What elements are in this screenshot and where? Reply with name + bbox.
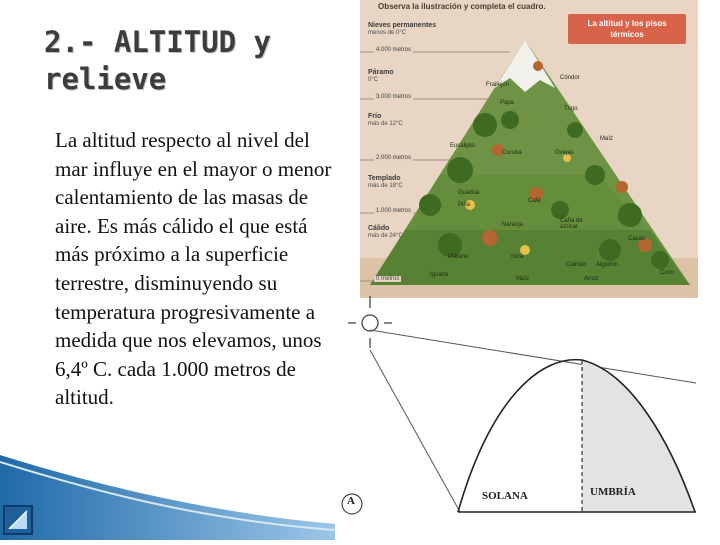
product-label: Maíz — [516, 276, 530, 282]
body-paragraph: La altitud respecto al nivel del mar influye en el mayor o menor calentamiento de las masas de aire. Es más cálido el que está más próximo a la superficie terrestre, disminuyendo su temperatura progresivamente a medida que nos elevamos, unos 6,4º C. cada 1.000 metros de altitud. — [55, 128, 332, 410]
product-label: Caña de azúcar — [560, 218, 583, 230]
product-label: Maíz — [600, 136, 614, 142]
slide-title — [44, 24, 344, 98]
altitude-2000: 2.000 metros — [376, 155, 412, 161]
product-label: Caimán — [566, 262, 587, 268]
product-label: Guadua — [458, 190, 480, 196]
product-label: Yuca — [510, 254, 524, 260]
navigation-corner-icon[interactable] — [3, 505, 33, 535]
product-label: Arroz — [584, 276, 599, 282]
zone-paramo: Páramo 0°C — [368, 69, 394, 83]
altitude-0: 0 metros — [376, 276, 400, 282]
altitude-4000: 4.000 metros — [376, 47, 412, 53]
altitude-1000: 1.000 metros — [376, 208, 412, 214]
product-label: Frailejón — [486, 82, 510, 88]
product-label: Algodón — [596, 262, 619, 268]
label-umbria: UMBRÍA — [590, 486, 636, 498]
illustration-title-box — [568, 14, 686, 44]
product-label: Ovejas — [555, 150, 574, 156]
thermal-floors-illustration — [360, 0, 698, 298]
product-label: Curubá — [502, 150, 522, 156]
product-label: Iguana — [430, 272, 449, 278]
product-label: Papa — [500, 100, 515, 106]
title-line-2: relieve — [44, 62, 167, 96]
product-label: Café — [528, 198, 541, 204]
product-label: Eucalipto — [450, 143, 475, 149]
product-label: Cóndor — [560, 75, 580, 81]
illustration-instruction: Observa la ilustración y completa el cuadro. — [378, 2, 546, 11]
label-solana: SOLANA — [482, 490, 528, 502]
illustration-title-line-2: térmicos — [610, 30, 644, 39]
product-label: Coco — [660, 270, 675, 276]
zone-templado: Templado más de 18°C — [368, 175, 403, 189]
label-a: A — [347, 495, 355, 507]
zone-nieves: Nieves permanentes menos de 0°C — [368, 22, 437, 36]
mountain-drawing — [360, 0, 698, 298]
product-label: Naranja — [502, 222, 524, 228]
product-label: Piña — [458, 202, 471, 208]
product-label: Cacao — [628, 236, 646, 242]
zone-calido: Cálido más de 24°C — [368, 225, 403, 239]
zone-frio: Frío más de 12°C — [368, 113, 403, 127]
illustration-title-line-1: La altitud y los pisos — [587, 19, 667, 28]
altitude-3000: 3.000 metros — [376, 94, 412, 100]
decorative-swoosh — [0, 450, 340, 540]
sun-icon — [348, 296, 392, 348]
title-line-1: 2.- ALTITUD y — [44, 25, 271, 59]
product-label: Plátano — [448, 254, 469, 260]
solana-umbria-diagram — [330, 290, 720, 545]
product-label: Trigo — [564, 106, 578, 112]
